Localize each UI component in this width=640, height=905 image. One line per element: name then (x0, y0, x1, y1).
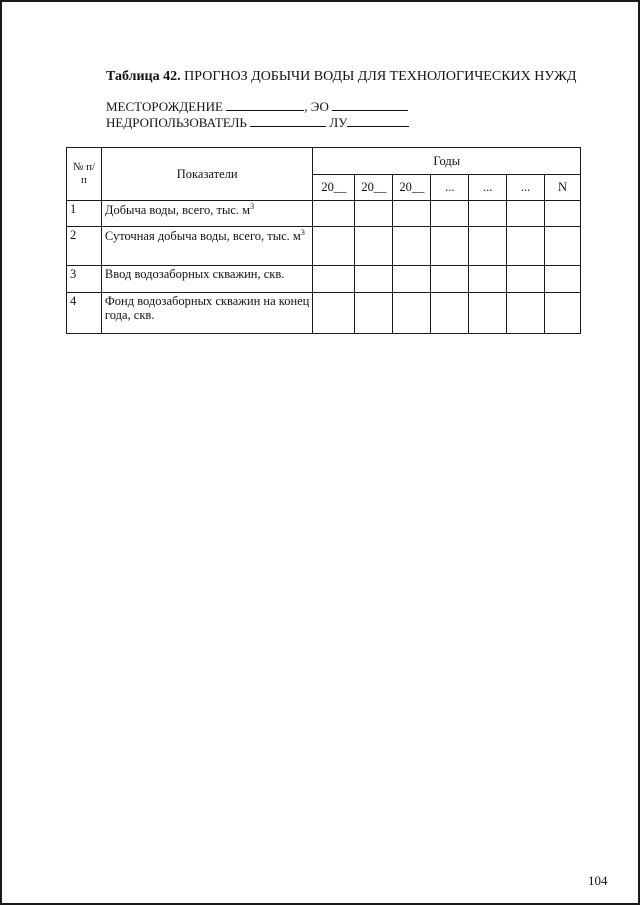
table-row (67, 293, 581, 334)
lu-label: ЛУ (329, 115, 348, 130)
unit-exponent: 3 (300, 228, 305, 237)
field-label: МЕСТОРОЖДЕНИЕ (106, 99, 223, 114)
unit-exponent: 3 (250, 202, 255, 211)
table-row (67, 201, 581, 227)
col-header-num: № п/п (67, 148, 102, 201)
empty-cell (507, 201, 545, 227)
empty-cell (469, 293, 507, 334)
empty-cell (355, 201, 393, 227)
user-line (106, 115, 409, 131)
row-number: 3 (67, 266, 102, 293)
header-row (67, 148, 581, 175)
eo-label: , ЭО (304, 99, 329, 114)
row-indicator-label: Суточная добыча воды, всего, тыс. м (104, 229, 301, 244)
empty-cell (431, 227, 469, 266)
table-title (106, 69, 626, 85)
empty-cell (545, 201, 581, 227)
row-indicator (101, 293, 312, 334)
table-row (67, 266, 581, 293)
forecast-table (66, 147, 581, 334)
year-header: 20__ (313, 175, 355, 201)
empty-cell (431, 293, 469, 334)
empty-cell (431, 201, 469, 227)
year-header: 20__ (355, 175, 393, 201)
field-blank (226, 100, 304, 111)
empty-cell (393, 293, 431, 334)
table-row (67, 227, 581, 266)
table-title-text: ПРОГНОЗ ДОБЫЧИ ВОДЫ ДЛЯ ТЕХНОЛОГИЧЕСКИХ НУЖД (184, 69, 577, 84)
row-indicator (101, 201, 312, 227)
empty-cell (355, 293, 393, 334)
col-header-indicators: Показатели (101, 148, 312, 201)
empty-cell (469, 266, 507, 293)
empty-cell (431, 266, 469, 293)
empty-cell (313, 293, 355, 334)
page-edge-top (0, 0, 640, 2)
empty-cell (507, 293, 545, 334)
row-number: 4 (67, 293, 102, 334)
empty-cell (313, 227, 355, 266)
user-blank (250, 116, 326, 127)
page-edge-left (0, 0, 2, 905)
row-indicator-label: Фонд водозаборных скважин на конец года, скв. (104, 294, 310, 323)
empty-cell (469, 227, 507, 266)
field-line (106, 99, 408, 115)
user-label: НЕДРОПОЛЬЗОВАТЕЛЬ (106, 115, 247, 130)
row-indicator (101, 227, 312, 266)
empty-cell (355, 227, 393, 266)
row-indicator-label: Ввод водозаборных скважин, скв. (104, 267, 285, 281)
row-number: 1 (67, 201, 102, 227)
empty-cell (469, 201, 507, 227)
lu-blank (347, 116, 409, 127)
empty-cell (393, 227, 431, 266)
empty-cell (313, 266, 355, 293)
year-header: ... (469, 175, 507, 201)
empty-cell (545, 227, 581, 266)
year-header: N (545, 175, 581, 201)
empty-cell (507, 227, 545, 266)
year-header: ... (431, 175, 469, 201)
col-header-years: Годы (313, 148, 581, 175)
row-number: 2 (67, 227, 102, 266)
empty-cell (393, 266, 431, 293)
row-indicator (101, 266, 312, 293)
page-number: 104 (588, 873, 608, 888)
row-indicator-label: Добыча воды, всего, тыс. м (104, 203, 251, 218)
year-header: 20__ (393, 175, 431, 201)
year-header: ... (507, 175, 545, 201)
empty-cell (393, 201, 431, 227)
empty-cell (545, 266, 581, 293)
empty-cell (545, 293, 581, 334)
empty-cell (313, 201, 355, 227)
empty-cell (507, 266, 545, 293)
eo-blank (332, 100, 408, 111)
empty-cell (355, 266, 393, 293)
table-title-prefix: Таблица 42. (106, 69, 181, 84)
